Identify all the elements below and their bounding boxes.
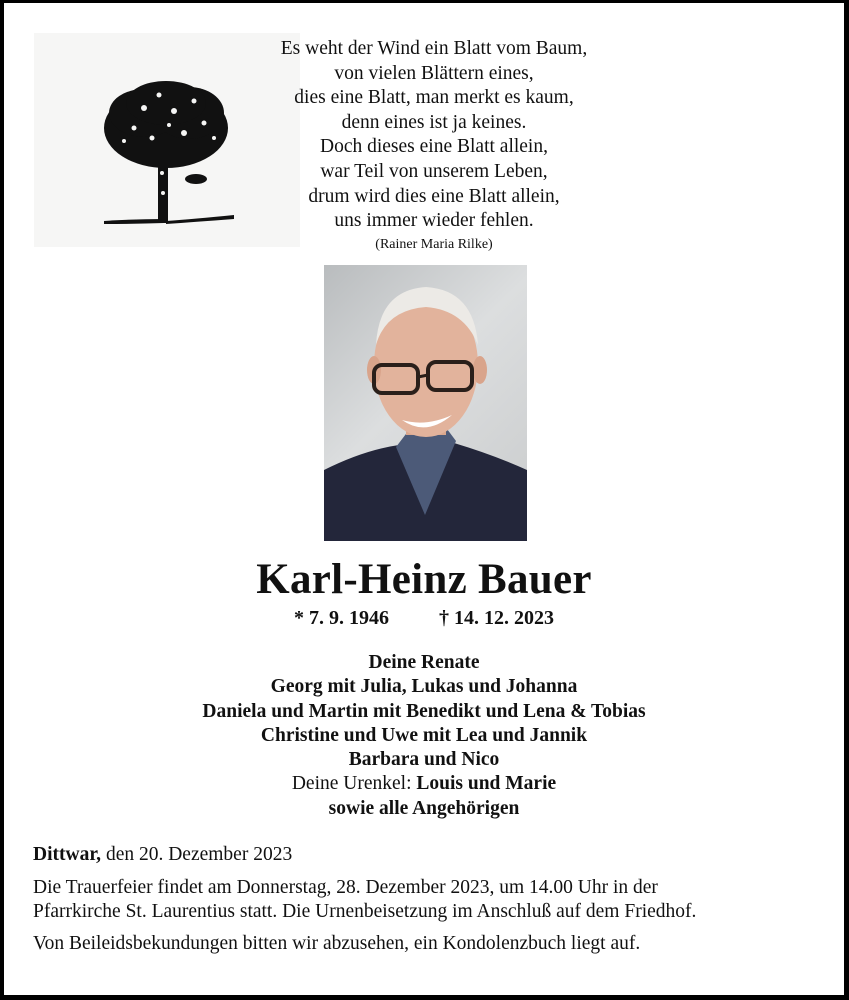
poem-line: von vielen Blättern eines, xyxy=(334,62,534,84)
family-list xyxy=(4,651,844,821)
family-line: Deine Renate xyxy=(368,652,480,673)
ceremony-line-2: Pfarrkirche St. Laurentius statt. Die Urnenbeisetzung im Anschluß auf dem Friedhof. xyxy=(33,901,697,922)
poem-line: dies eine Blatt, man merkt es kaum, xyxy=(294,87,574,109)
great-grandchildren-names: Louis und Marie xyxy=(416,773,557,795)
poem-line: Doch dieses eine Blatt allein, xyxy=(320,136,548,158)
announcement-footer xyxy=(33,843,824,956)
deceased-name: Karl-Heinz Bauer xyxy=(256,556,592,603)
ceremony-line-1: Die Trauerfeier findet am Donnerstag, 28. Dezember 2023, um 14.00 Uhr in der xyxy=(33,877,658,898)
birth-date: * 7. 9. 1946 xyxy=(294,607,389,629)
condolence-note: Von Beileidsbekundungen bitten wir abzusehen, ein Kondolenzbuch liegt auf. xyxy=(33,933,641,954)
family-line: Daniela und Martin mit Benedikt und Lena & Tobias xyxy=(202,700,646,722)
family-line: Barbara und Nico xyxy=(348,749,500,771)
poem-line: war Teil von unserem Leben, xyxy=(320,160,548,182)
poem-line: Es weht der Wind ein Blatt vom Baum, xyxy=(280,38,588,59)
life-dates xyxy=(4,605,844,631)
poem-line: drum wird dies eine Blatt allein, xyxy=(308,185,560,207)
poem-author: (Rainer Maria Rilke) xyxy=(375,236,493,252)
family-closing: sowie alle Angehörigen xyxy=(328,797,520,819)
death-date: † 14. 12. 2023 xyxy=(439,607,554,629)
date: den 20. Dezember 2023 xyxy=(101,844,293,865)
portrait-photo xyxy=(324,265,527,541)
family-line: Christine und Uwe mit Lea und Jannik xyxy=(260,724,588,746)
poem xyxy=(234,37,634,256)
poem-line: denn eines ist ja keines. xyxy=(341,111,527,133)
place-date xyxy=(33,843,824,867)
portrait-image xyxy=(324,265,527,541)
poem-line: uns immer wieder fehlen. xyxy=(334,210,534,232)
great-grandchildren-line xyxy=(4,772,844,796)
great-grandchildren-label: Deine Urenkel: xyxy=(291,773,412,795)
place: Dittwar, xyxy=(33,844,102,865)
ceremony-info xyxy=(33,876,824,924)
family-line: Georg mit Julia, Lukas und Johanna xyxy=(270,676,578,698)
